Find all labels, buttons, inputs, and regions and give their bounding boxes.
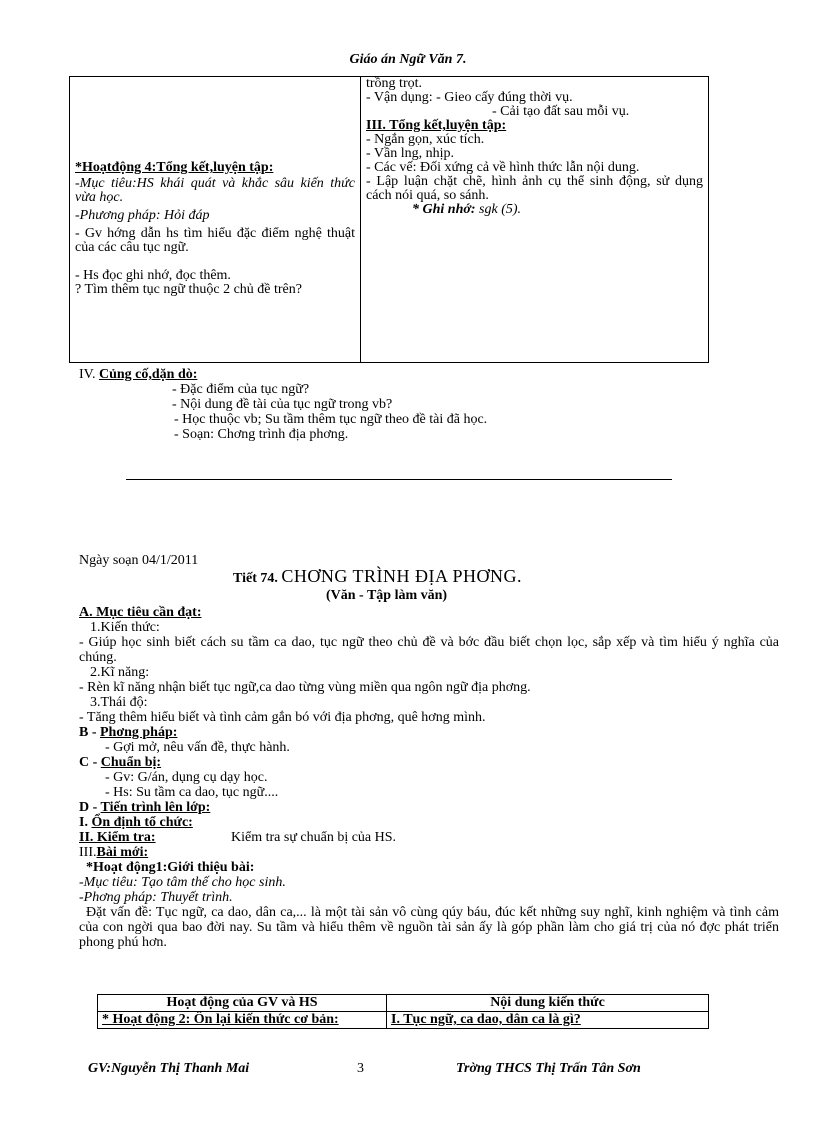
activity1-method: -Phơng pháp: Thuyết trình.	[79, 890, 233, 905]
activity1-heading: *Hoạt động1:Giới thiệu bài:	[86, 860, 255, 875]
list-item: - Học thuộc vb; Su tầm thêm tục ngữ theo đề tài đã học.	[174, 412, 488, 427]
objectives-heading: A. Mục tiêu cần đạt:	[79, 605, 202, 620]
organization-heading: I. Ổn định tổ chức:	[79, 815, 193, 830]
preparation-teacher: - Gv: G/án, dụng cụ dạy học.	[105, 770, 268, 785]
table-cell-content: I. Tục ngữ, ca dao, dân ca là gì?	[387, 1012, 709, 1029]
summary-item: - Ngắn gọn, xúc tích.	[366, 132, 485, 147]
table-header-content: Nội dung kiến thức	[387, 995, 709, 1012]
list-item: - Đặc điểm của tục ngữ?	[172, 382, 310, 397]
footer-author: GV:Nguyễn Thị Thanh Mai	[88, 1061, 250, 1076]
skill-label: 2.Kĩ năng:	[90, 665, 150, 680]
content-column	[361, 77, 709, 363]
table-cell-activity: * Hoạt động 2: Ôn lại kiến thức cơ bản:	[98, 1012, 387, 1029]
list-item: - Soạn: Chơng trình địa phơng.	[174, 427, 349, 442]
content-line: trồng trọt.	[366, 76, 422, 91]
summary-item: - Vần lng, nhịp.	[366, 146, 455, 161]
remember-note	[366, 203, 703, 217]
preparation-student: - Hs: Su tầm ca dao, tục ngữ....	[105, 785, 279, 800]
section-iv-heading: IV. Củng cố,dặn dò:	[79, 367, 198, 382]
activity1-goal: -Mục tiêu: Tạo tâm thế cho học sinh.	[79, 875, 286, 890]
lesson-date: Ngày soạn 04/1/2011	[79, 553, 199, 568]
summary-item: - Các vế: Đối xứng cả về hình thức lẫn nội dung.	[366, 160, 640, 175]
section-iv-list	[172, 382, 692, 442]
check-row: II. Kiểm tra: Kiểm tra sự chuẩn bị của HS.	[79, 830, 397, 845]
method-heading: B - Phơng pháp:	[79, 725, 178, 740]
table-header-activity: Hoạt động của GV và HS	[98, 995, 387, 1012]
page-header: Giáo án Ngữ Văn 7.	[349, 52, 467, 67]
remember-text: sgk (5).	[479, 202, 522, 217]
procedure-heading: D - Tiến trình lên lớp:	[79, 800, 211, 815]
activity-method: -Phương pháp: Hỏi đáp	[75, 208, 210, 223]
lesson-body	[79, 605, 779, 950]
activity-goal: -Mục tiêu:HS khái quát và khắc sâu kiến thức vừa học.	[75, 176, 355, 205]
method-text: - Gợi mở, nêu vấn đề, thực hành.	[105, 740, 290, 755]
attitude-text: - Tăng thêm hiểu biết và tình cảm gắn bó với địa phơng, quê hơng mình.	[79, 710, 486, 725]
lesson-title: CHƠNG TRÌNH ĐỊA PHƠNG.	[281, 566, 523, 586]
knowledge-label: 1.Kiến thức:	[90, 620, 160, 635]
activity-student-step: - Hs đọc ghi nhớ, đọc thêm.	[75, 268, 231, 283]
page-number: 3	[357, 1061, 364, 1076]
activity-teacher-step: - Gv hớng dẫn hs tìm hiểu đặc điểm nghệ thuật của các câu tục ngữ.	[75, 226, 355, 255]
content-line: - Vận dụng: - Gieo cấy đúng thời vụ.	[366, 90, 573, 105]
introduction-text: Đặt vấn đề: Tục ngữ, ca dao, dân ca,... là một tài sản vô cùng qúy báu, đúc kết những suy nghĩ, kinh nghiệm và tình cảm của con ngời qua bao đời nay. Su tầm và hiểu thêm về nguồn tài sản ấy là góp phần làm cho giá trị của nó đợc phát triển phong phú hơn.	[79, 905, 779, 950]
activity-question: ? Tìm thêm tục ngữ thuộc 2 chủ đề trên?	[75, 282, 302, 297]
summary-item: - Lập luận chặt chẽ, hình ảnh cụ thể sinh động, sử dụng cách nói quá, so sánh.	[366, 174, 703, 203]
summary-heading: III. Tổng kết,luyện tập:	[366, 118, 507, 133]
activity-column	[70, 77, 361, 363]
knowledge-text: - Giúp học sinh biết cách su tầm ca dao, tục ngữ theo chủ đề và bớc đầu biết chọn lọc, sắp xếp và tìm hiểu ý nghĩa của chúng.	[79, 635, 779, 665]
activity-heading: *Hoạtđộng 4:Tổng kết,luyện tập:	[75, 160, 274, 175]
attitude-label: 3.Thái độ:	[90, 695, 148, 710]
footer-school: Trờng THCS Thị Trấn Tân Sơn	[456, 1061, 641, 1076]
skill-text: - Rèn kĩ năng nhận biết tục ngữ,ca dao từng vùng miền qua ngôn ngữ địa phơng.	[79, 680, 531, 695]
new-lesson-heading: III.Bài mới:	[79, 845, 149, 860]
remember-label: * Ghi nhớ:	[412, 202, 476, 217]
lesson-table	[97, 994, 709, 1029]
activity-table	[69, 76, 709, 363]
lesson-number: Tiết 74.	[233, 571, 278, 586]
lesson-title-row	[233, 566, 523, 586]
lesson-subtitle: (Văn - Tập làm văn)	[326, 588, 448, 603]
list-item: - Nội dung đề tài của tục ngữ trong vb?	[172, 397, 393, 412]
content-line: - Cải tạo đất sau mỗi vụ.	[492, 104, 630, 119]
preparation-heading: C - Chuẩn bị:	[79, 755, 162, 770]
section-divider	[126, 479, 672, 480]
